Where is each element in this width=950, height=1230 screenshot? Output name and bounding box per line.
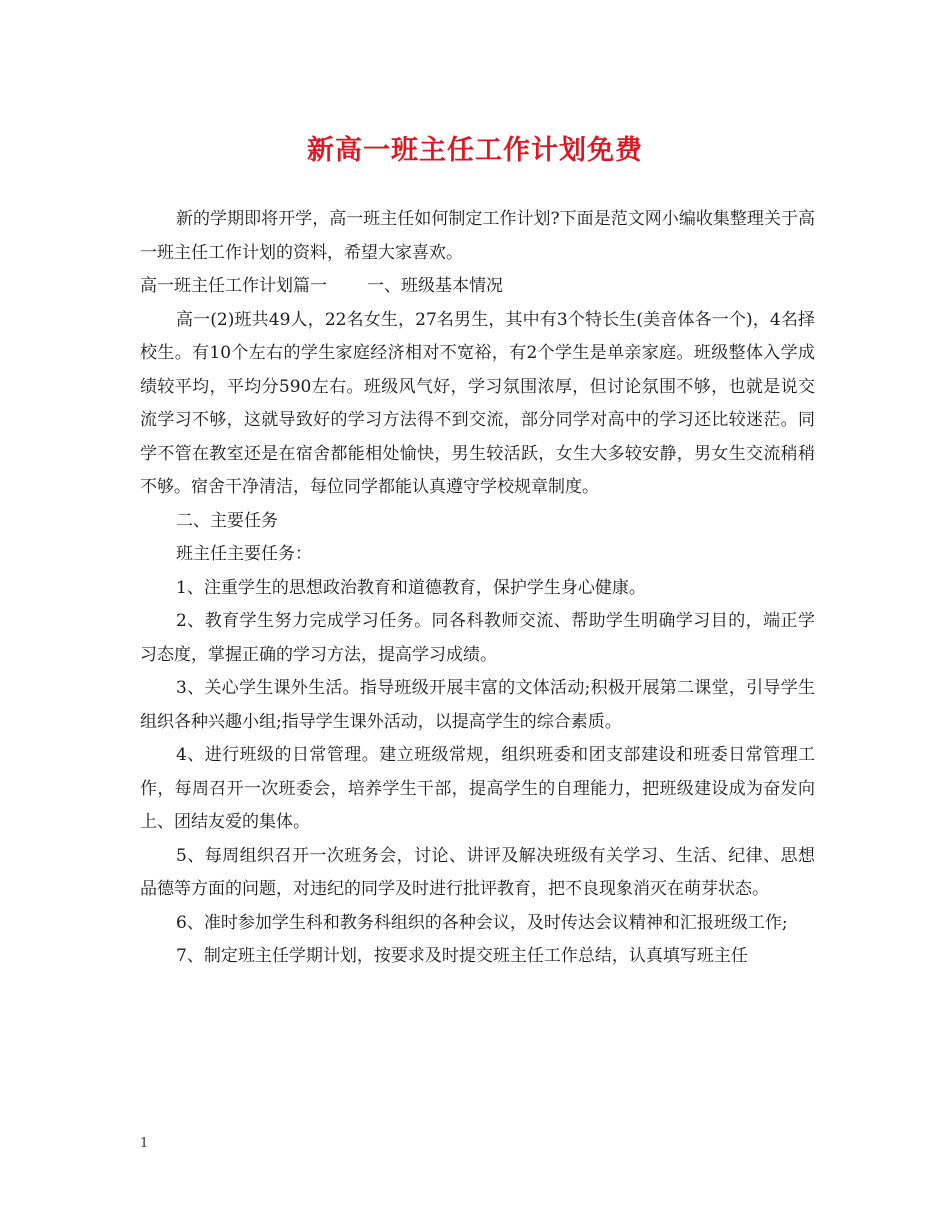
paragraph-class-situation: 高一(2)班共49人，22名女生，27名男生，其中有3个特长生(美音体各一个)，4名择校生。有10个左右的学生家庭经济相对不宽裕，有2个学生是单亲家庭。班级整体入学成绩较平均，平均分590左右。班级风气好，学习氛围浓厚，但讨论氛围不够，也就是说交流学习不够，这就导致好的学习方法得不到交流，部分同学对高中的学习还比较迷茫。同学不管在教室还是在宿舍都能相处愉快，男生较活跃，女生大多较安静，男女生交流稍稍不够。宿舍干净清洁，每位同学都能认真遵守学校规章制度。 <box>140 309 815 497</box>
paragraph-task-2: 2、教育学生努力完成学习任务。同各科教师交流、帮助学生明确学习目的，端正学习态度，掌握正确的学习方法，提高学习成绩。 <box>140 611 815 665</box>
paragraph-task-7: 7、制定班主任学期计划，按要求及时提交班主任工作总结，认真填写班主任 <box>176 946 748 966</box>
subsection-label: 一、班级基本情况 <box>367 276 503 296</box>
paragraph-task-3: 3、关心学生课外生活。指导班级开展丰富的文体活动;积极开展第二课堂，引导学生组织各种兴趣小组;指导学生课外活动，以提高学生的综合素质。 <box>140 678 815 732</box>
document-body <box>140 203 815 974</box>
paragraph-task-1: 1、注重学生的思想政治教育和道德教育，保护学生身心健康。 <box>176 577 646 598</box>
intro-paragraph: 新的学期即将开学，高一班主任如何制定工作计划?下面是范文网小编收集整理关于高一班主任工作计划的资料，希望大家喜欢。 <box>140 209 815 263</box>
paragraph-tasks-label: 班主任主要任务： <box>176 544 312 564</box>
paragraph-task-6: 6、准时参加学生科和教务科组织的各种会议，及时传达会议精神和汇报班级工作; <box>176 912 788 933</box>
paragraph-main-tasks-heading: 二、主要任务 <box>176 510 278 531</box>
section-part-label: 高一班主任工作计划篇一 <box>140 276 327 296</box>
paragraph-task-4: 4、进行班级的日常管理。建立班级常规，组织班委和团支部建设和班委日常管理工作，每周召开一次班委会，培养学生干部，提高学生的自理能力，把班级建设成为奋发向上、团结友爱的集体。 <box>140 745 815 832</box>
section-heading <box>140 270 815 304</box>
page-number: 1 <box>140 1136 149 1151</box>
paragraph-task-5: 5、每周组织召开一次班务会，讨论、讲评及解决班级有关学习、生活、纪律、思想品德等方面的问题，对违纪的同学及时进行批评教育，把不良现象消灭在萌芽状态。 <box>140 845 815 899</box>
document-title: 新高一班主任工作计划免费 <box>307 135 643 166</box>
